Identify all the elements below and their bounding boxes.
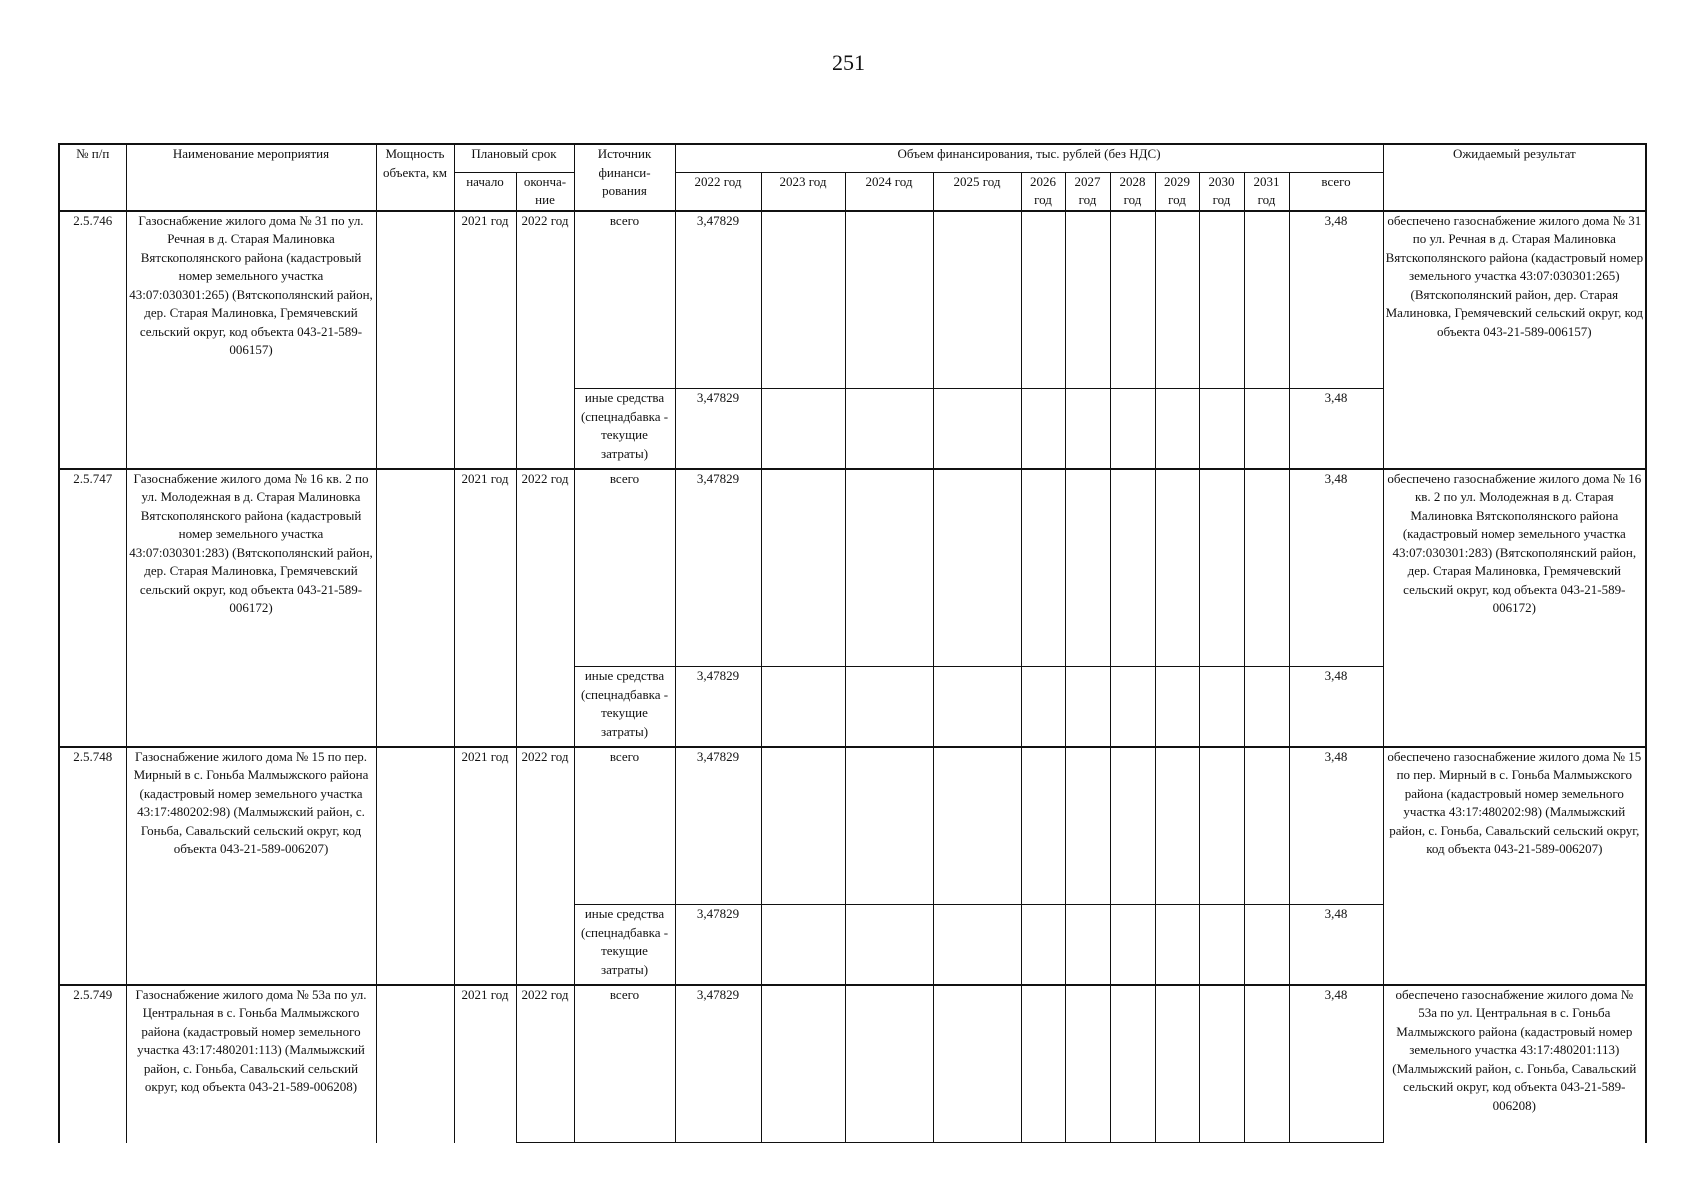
source-total: всего: [574, 469, 675, 667]
header-funding: Объем финансирования, тыс. рублей (без НДС): [675, 144, 1383, 172]
row-number: 2.5.746: [59, 211, 126, 469]
header-year-2023: 2023 год: [761, 172, 845, 211]
event-name: Газоснабжение жилого дома № 16 кв. 2 по ул. Молодежная в д. Старая Малиновка Вятскополянского района (кадастровый номер земельного участка 43:07:030301:283) (Вятскополянский район, дер. Старая Малиновка, Гремячевский сельский округ, код объекта 043-21-589-006172): [126, 469, 376, 747]
end-cell: 2022 год: [516, 747, 574, 985]
row-number: 2.5.747: [59, 469, 126, 747]
header-year-2030: 2030 год: [1199, 172, 1244, 211]
capacity-cell: [376, 747, 454, 985]
header-year-2027: 2027 год: [1065, 172, 1110, 211]
expected-result: обеспечено газоснабжение жилого дома № 53а по ул. Центральная в с. Гоньба Малмыжского района (кадастровый номер земельного участка 43:17:480201:113) (Малмыжский район, с. Гоньба, Савальский сельский округ, код объекта 043-21-589-006208): [1383, 985, 1646, 1143]
value-2022: 3,47829: [675, 389, 761, 469]
header-year-2028: 2028 год: [1110, 172, 1155, 211]
source-total: всего: [574, 985, 675, 1143]
value-total: 3,48: [1289, 905, 1383, 985]
start-cell: 2021 год: [454, 469, 516, 747]
event-name: Газоснабжение жилого дома № 31 по ул. Речная в д. Старая Малиновка Вятскополянского района (кадастровый номер земельного участка 43:07:030301:265) (Вятскополянский район, дер. Старая Малиновка, Гремячевский сельский округ, код объекта 043-21-589-006157): [126, 211, 376, 469]
header-year-2031: 2031 год: [1244, 172, 1289, 211]
source-total: всего: [574, 747, 675, 905]
capacity-cell: [376, 469, 454, 747]
table-row: [59, 469, 1646, 667]
header-year-2024: 2024 год: [845, 172, 933, 211]
table-row: [59, 985, 1646, 1143]
source-other: иные средства (спецнадбавка - текущие затраты): [574, 389, 675, 469]
value-2022: 3,47829: [675, 985, 761, 1143]
header-capacity: Мощность объекта, км: [376, 144, 454, 211]
end-cell: 2022 год: [516, 211, 574, 469]
value-total: 3,48: [1289, 469, 1383, 667]
header-year-2026: 2026 год: [1021, 172, 1065, 211]
value-2022: 3,47829: [675, 667, 761, 747]
value-2022: 3,47829: [675, 211, 761, 389]
start-cell: 2021 год: [454, 747, 516, 985]
value-total: 3,48: [1289, 211, 1383, 389]
value-2022: 3,47829: [675, 747, 761, 905]
value-2022: 3,47829: [675, 905, 761, 985]
event-name: Газоснабжение жилого дома № 53а по ул. Центральная в с. Гоньба Малмыжского района (кадастровый номер земельного участка 43:17:480201:113) (Малмыжский район, с. Гоньба, Савальский сельский округ, код объекта 043-21-589-006208): [126, 985, 376, 1143]
expected-result: обеспечено газоснабжение жилого дома № 15 по пер. Мирный в с. Гоньба Малмыжского района (кадастровый номер земельного участка 43:17:480202:98) (Малмыжский район, с. Гоньба, Савальский сельский округ, код объекта 043-21-589-006207): [1383, 747, 1646, 985]
value-total: 3,48: [1289, 389, 1383, 469]
header-num: № п/п: [59, 144, 126, 211]
value-total: 3,48: [1289, 747, 1383, 905]
header-end: оконча-ние: [516, 172, 574, 211]
value-total: 3,48: [1289, 985, 1383, 1143]
header-result: Ожидаемый результат: [1383, 144, 1646, 211]
header-planned-term: Плановый срок: [454, 144, 574, 172]
header-name: Наименование мероприятия: [126, 144, 376, 211]
table-row: [59, 747, 1646, 905]
row-number: 2.5.748: [59, 747, 126, 985]
capacity-cell: [376, 211, 454, 469]
source-other: иные средства (спецнадбавка - текущие затраты): [574, 667, 675, 747]
expected-result: обеспечено газоснабжение жилого дома № 31 по ул. Речная в д. Старая Малиновка Вятскополянского района (кадастровый номер земельного участка 43:07:030301:265) (Вятскополянский район, дер. Старая Малиновка, Гремячевский сельский округ, код объекта 043-21-589-006157): [1383, 211, 1646, 469]
capacity-cell: [376, 985, 454, 1143]
row-number: 2.5.749: [59, 985, 126, 1143]
table-row: [59, 211, 1646, 389]
end-cell: 2022 год: [516, 469, 574, 747]
page-number: 251: [832, 50, 865, 75]
header-year-2022: 2022 год: [675, 172, 761, 211]
header-source: Источник финанси-рования: [574, 144, 675, 211]
start-cell: 2021 год: [454, 985, 516, 1143]
header-year-2029: 2029 год: [1155, 172, 1199, 211]
source-other: иные средства (спецнадбавка - текущие затраты): [574, 905, 675, 985]
source-total: всего: [574, 211, 675, 389]
header-start: начало: [454, 172, 516, 211]
header-row-1: [59, 144, 1646, 172]
expected-result: обеспечено газоснабжение жилого дома № 16 кв. 2 по ул. Молодежная в д. Старая Малиновка Вятскополянского района (кадастровый номер земельного участка 43:07:030301:283) (Вятскополянский район, дер. Старая Малиновка, Гремячевский сельский округ, код объекта 043-21-589-006172): [1383, 469, 1646, 747]
start-cell: 2021 год: [454, 211, 516, 469]
header-year-2025: 2025 год: [933, 172, 1021, 211]
event-name: Газоснабжение жилого дома № 15 по пер. Мирный в с. Гоньба Малмыжского района (кадастровый номер земельного участка 43:17:480202:98) (Малмыжский район, с. Гоньба, Савальский сельский округ, код объекта 043-21-589-006207): [126, 747, 376, 985]
end-cell: 2022 год: [516, 985, 574, 1143]
value-total: 3,48: [1289, 667, 1383, 747]
value-2022: 3,47829: [675, 469, 761, 667]
header-total: всего: [1289, 172, 1383, 211]
funding-table: [58, 143, 1647, 1143]
